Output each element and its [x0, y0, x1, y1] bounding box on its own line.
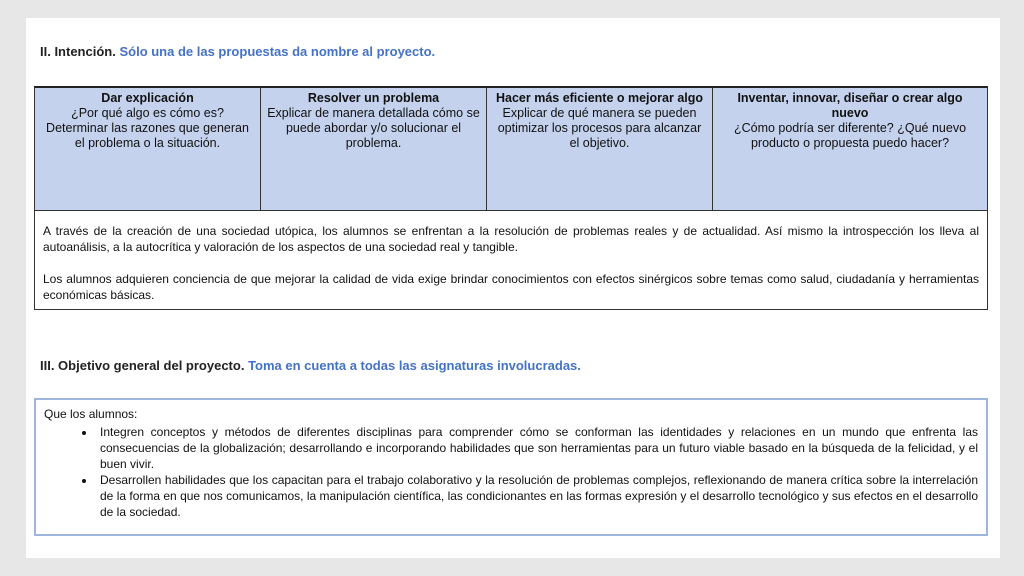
option-cell-explain — [35, 88, 261, 210]
option-title: Dar explicación — [101, 91, 194, 105]
option-title: Resolver un problema — [307, 91, 440, 105]
objective-list — [44, 424, 978, 520]
option-title: Inventar, innovar, diseñar o crear algo nuevo — [737, 91, 963, 120]
option-body: Explicar de manera detallada cómo se puede abordar y/o solucionar el problema. — [267, 106, 480, 150]
option-cell-invent — [713, 88, 987, 210]
intention-table — [34, 86, 988, 310]
option-title: Hacer más eficiente o mejorar algo — [495, 91, 704, 105]
section-2-prefix: II. Intención. — [40, 44, 116, 59]
objective-bullet: • Integren conceptos y métodos de diferentes disciplinas para comprender cómo se conforman las identidades y relaciones en un mundo que enfrenta las consecuencias de la globalización; desarrollando e incorporando habilidades que son herramientas para un futuro viable basado en la búsqueda de la felicidad, y el buen vivir. — [96, 424, 978, 472]
section-3-accent: Toma en cuenta a todas las asignaturas involucradas. — [248, 358, 581, 373]
objective-box — [34, 398, 988, 536]
section-3-heading — [40, 358, 581, 373]
section-2-heading — [40, 44, 435, 59]
intention-options-row — [35, 88, 987, 211]
option-body: ¿Por qué algo es cómo es? Determinar las razones que generan el problema o la situación. — [46, 106, 249, 150]
slide — [26, 18, 1000, 558]
section-3-prefix: III. Objetivo general del proyecto. — [40, 358, 245, 373]
description-paragraph: A través de la creación de una sociedad utópica, los alumnos se enfrentan a la resolución de problemas reales y de actualidad. Así mismo la introspección los lleva al autoanálisis, a la autocrítica y valoración de los aspectos de una sociedad real y tangible. — [43, 224, 979, 254]
objective-bullet: • Desarrollen habilidades que los capacitan para el trabajo colaborativo y la resolución de problemas complejos, reflexionando de manera crítica sobre la interrelación de la forma en que nos comunicamos, la manipulación científica, las condicionantes en las formas expresión y el desarrollo tecnológico y sus efectos en el desarrollo de la sociedad. — [96, 472, 978, 520]
description-paragraph: Los alumnos adquieren conciencia de que mejorar la calidad de vida exige brindar conocimientos con efectos sinérgicos sobre temas como salud, ciudadanía y herramientas económicas básicas. — [43, 272, 979, 302]
objective-intro: Que los alumnos: — [44, 407, 138, 421]
option-body: ¿Cómo podría ser diferente? ¿Qué nuevo producto o propuesta puedo hacer? — [733, 121, 967, 150]
intention-description — [35, 211, 987, 303]
option-cell-solve — [261, 88, 487, 210]
section-2-accent: Sólo una de las propuestas da nombre al proyecto. — [119, 44, 436, 59]
option-body: Explicar de qué manera se pueden optimizar los procesos para alcanzar el objetivo. — [497, 106, 702, 150]
option-cell-improve — [487, 88, 713, 210]
